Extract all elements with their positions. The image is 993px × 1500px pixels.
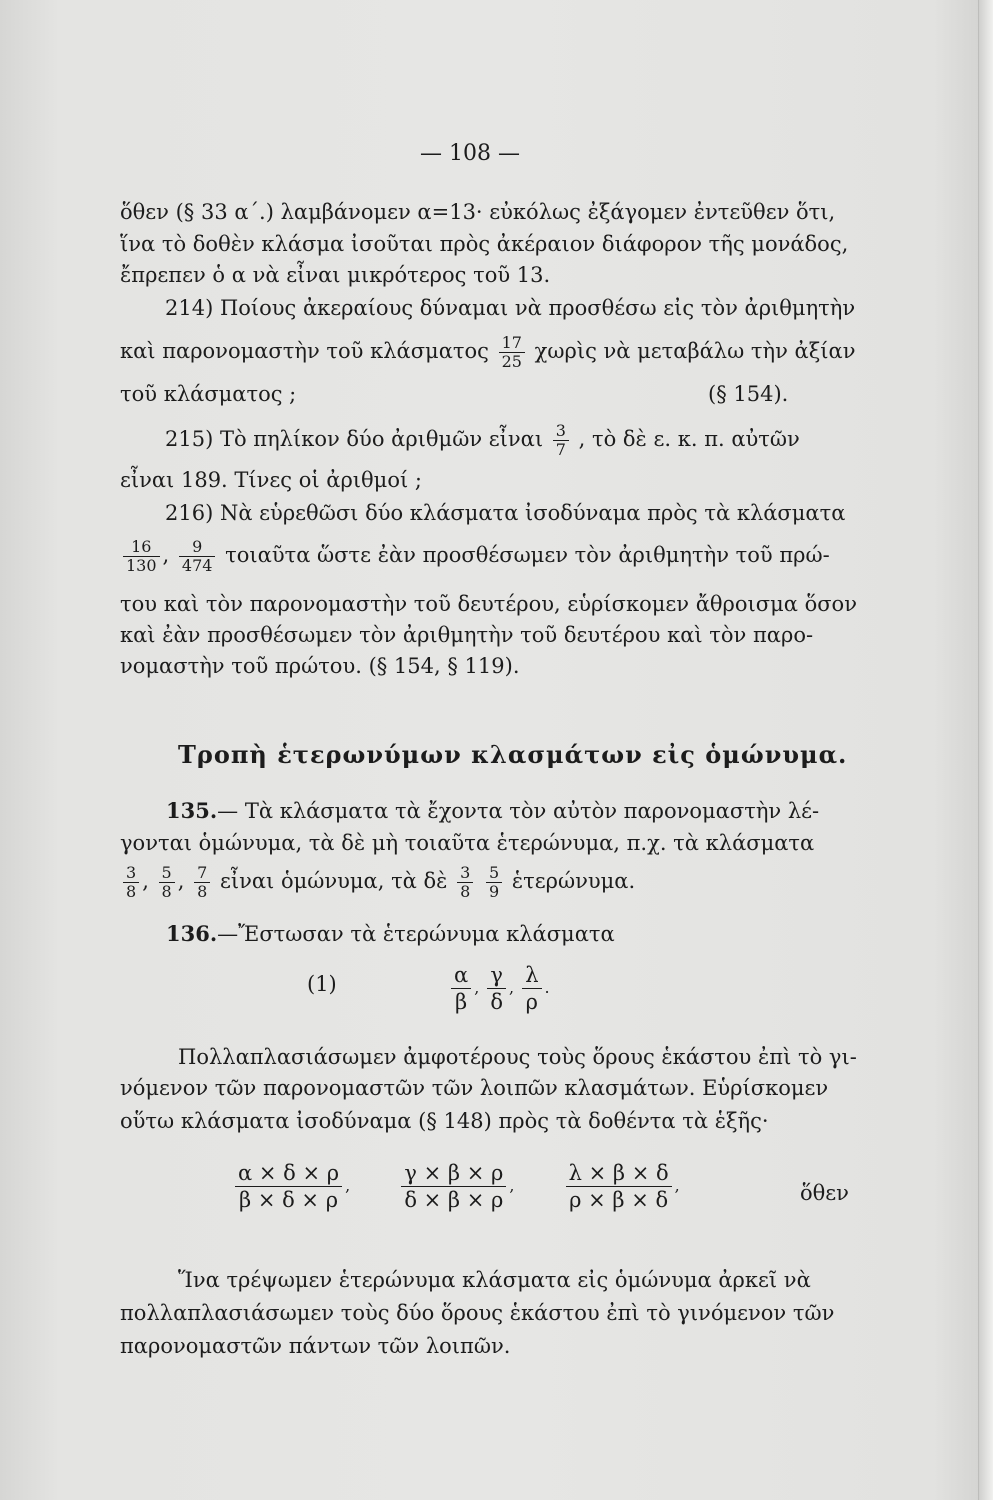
text-segment: 215) Τὸ πηλίκον δύο ἀριθμῶν εἶναι (165, 427, 544, 451)
exercise-214: 214) Ποίους ἀκεραίους δύναμαι νὰ προσθέσω εἰς τὸν ἀριθμητὴν (165, 296, 856, 320)
text-line-6: τοῦ κλάσματος ; (120, 382, 297, 406)
numerator: λ (525, 963, 539, 987)
text-segment: εἶναι ὁμώνυμα, τὰ δὲ (219, 869, 448, 893)
text-line-1: ὅθεν (§ 33 α΄.) λαμβάνομεν α=13· εὐκόλως ἐξάγομεν ἐντεῦθεν ὅτι, (120, 200, 836, 224)
numerator: 5 (161, 863, 172, 882)
exercise-216: 216) Νὰ εὑρεθῶσι δύο κλάσματα ἰσοδύναμα πρὸς τὰ κλάσματα (165, 501, 846, 525)
text-segment: χωρὶς νὰ μεταβάλω τὴν ἀξίαν (534, 339, 856, 363)
numerator: λ × β × δ (568, 1161, 669, 1185)
denominator: 130 (123, 556, 160, 575)
denominator: 8 (457, 882, 473, 901)
fraction-16-130 (123, 538, 160, 575)
numerator: 3 (555, 421, 566, 440)
denominator: 8 (194, 882, 210, 901)
section-number: 135. (166, 798, 218, 823)
paragraph-line-3: οὕτω κλάσματα ἰσοδύναμα (§ 148) πρὸς τὰ δοθέντα τὰ ἑξῆς· (120, 1109, 769, 1133)
denominator: β (451, 988, 471, 1015)
fraction-gamma-delta (487, 962, 506, 1015)
fraction-3-7 (553, 422, 569, 459)
denominator: δ (487, 988, 506, 1015)
numerator: 7 (197, 863, 208, 882)
page-number: — 108 — (420, 141, 520, 166)
numerator: γ (490, 963, 503, 987)
denominator: 8 (123, 882, 139, 901)
section-136 (166, 920, 615, 948)
text-line-135b: γονται ὁμώνυμα, τὰ δὲ μὴ τοιαῦτα ἑτερώνυμα, π.χ. τὰ κλάσματα (120, 831, 815, 855)
text-segment: —Ἔστωσαν τὰ ἑτερώνυμα κλάσματα (217, 922, 615, 946)
numerator: α (454, 963, 469, 987)
numerator: 9 (192, 537, 203, 556)
denominator: δ × β × ρ (401, 1186, 506, 1213)
fraction-7-8 (194, 864, 210, 901)
fraction-alpha-beta (451, 962, 471, 1015)
exercise-214-cont (120, 334, 855, 371)
fraction-expr-3 (566, 1160, 672, 1213)
text-line-3: ἔπρεπεν ὁ α νὰ εἶναι μικρότερος τοῦ 13. (120, 263, 551, 287)
text-segment: καὶ παρονομαστὴν τοῦ κλάσματος (120, 339, 489, 363)
fraction-expr-2 (401, 1160, 506, 1213)
numerator: 5 (489, 863, 500, 882)
text-line-13: νομαστὴν τοῦ πρώτου. (§ 154, § 119). (120, 654, 520, 678)
equation-1: $\frac{\alpha}{\beta}$ , $\frac{\gamma}{\delta}$ , $\frac{\lambda}{\rho}$ . (448, 962, 550, 1015)
text-line-12: καὶ ἐὰν προσθέσωμεν τὸν ἀριθμητὴν τοῦ δευτέρου καὶ τὸν παρο- (120, 623, 814, 647)
denominator: 474 (179, 556, 216, 575)
text-segment: — Τὰ κλάσματα τὰ ἔχοντα τὸν αὐτὸν παρονομαστὴν λέ- (217, 799, 820, 823)
exercise-216-fractions: $\frac{16}{130}$ , $\frac{9}{474}$ τοιαῦτα ὥστε ἐὰν προσθέσωμεν τὸν ἀριθμητὴν τοῦ πρώ- (120, 538, 830, 575)
text-segment: τοιαῦτα ὥστε ἐὰν προσθέσωμεν τὸν ἀριθμητὴν τοῦ πρώ- (225, 543, 830, 567)
rule-line-1: Ἵνα τρέψωμεν ἑτερώνυμα κλάσματα εἰς ὁμώνυμα ἀρκεῖ νὰ (178, 1268, 811, 1292)
fraction-5-9 (486, 864, 502, 901)
denominator: 25 (499, 352, 525, 371)
rule-line-2: πολλαπλασιάσωμεν τοὺς δύο ὅρους ἑκάστου ἐπὶ τὸ γινόμενον τῶν (120, 1301, 835, 1325)
numerator: 3 (126, 863, 137, 882)
fraction-17-25 (499, 334, 525, 371)
section-number: 136. (166, 921, 218, 946)
paragraph-line-1: Πολλαπλασιάσωμεν ἀμφοτέρους τοὺς ὅρους ἑκάστου ἐπὶ τὸ γι- (178, 1045, 857, 1069)
denominator: 9 (486, 882, 502, 901)
numerator: 16 (131, 537, 152, 556)
hothen-word: ὅθεν (800, 1181, 849, 1205)
denominator: ρ × β × δ (566, 1186, 672, 1213)
denominator: 8 (159, 882, 175, 901)
numerator: 17 (501, 333, 522, 352)
section-135 (166, 797, 819, 825)
text-segment: ἑτερώνυμα. (511, 869, 636, 893)
text-segment: , τὸ δὲ ε. κ. π. αὐτῶν (578, 427, 800, 451)
numerator: 3 (460, 863, 471, 882)
text-line-11: του καὶ τὸν παρονομαστὴν τοῦ δευτέρου, εὑρίσκομεν ἄθροισμα ὅσον (120, 592, 857, 616)
exercise-215 (165, 422, 800, 459)
denominator: 7 (553, 440, 569, 459)
rule-line-3: παρονομαστῶν πάντων τῶν λοιπῶν. (120, 1334, 511, 1358)
paragraph-line-2: νόμενον τῶν παρονομαστῶν τῶν λοιπῶν κλασμάτων. Εὑρίσκομεν (120, 1076, 829, 1100)
text-line-2: ἵνα τὸ δοθὲν κλάσμα ἰσοῦται πρὸς ἀκέραιον διάφορον τῆς μονάδος, (120, 232, 849, 256)
numerator: α × δ × ρ (238, 1161, 340, 1185)
equivalent-fractions: $\frac{\alpha \times \delta \times \rho}{\beta \times \delta \times \rho}$ , $\frac{\gamma \times \beta \times \rho}{\delta \times \beta \times \rho}$ , $\frac{\lambda \times \beta \times \delta}{\rho \times \beta \times \delta}$ , (232, 1160, 680, 1213)
fraction-9-474 (179, 538, 216, 575)
numerator: γ × β × ρ (404, 1161, 504, 1185)
denominator: β × δ × ρ (235, 1186, 342, 1213)
equation-label: (1) (307, 972, 337, 996)
denominator: ρ (522, 988, 541, 1015)
section-ref: (§ 154). (708, 382, 789, 406)
text-line-8: εἶναι 189. Τίνες οἱ ἀριθμοί ; (120, 468, 422, 492)
fraction-lambda-rho (522, 962, 541, 1015)
text-line-135c: $\frac{3}{8}$ , $\frac{5}{8}$ , $\frac{7}{8}$ εἶναι ὁμώνυμα, τὰ δὲ $\frac{3}{8}$ $\frac{5}{9}$ ἑτερώνυμα. (120, 864, 635, 901)
page-edge (978, 0, 993, 1500)
fraction-3-8 (123, 864, 139, 901)
section-heading: Τροπὴ ἑτερωνύμων κλασμάτων εἰς ὁμώνυμα. (178, 740, 848, 769)
fraction-5-8 (159, 864, 175, 901)
fraction-3-8-b (457, 864, 473, 901)
fraction-expr-1 (235, 1160, 342, 1213)
